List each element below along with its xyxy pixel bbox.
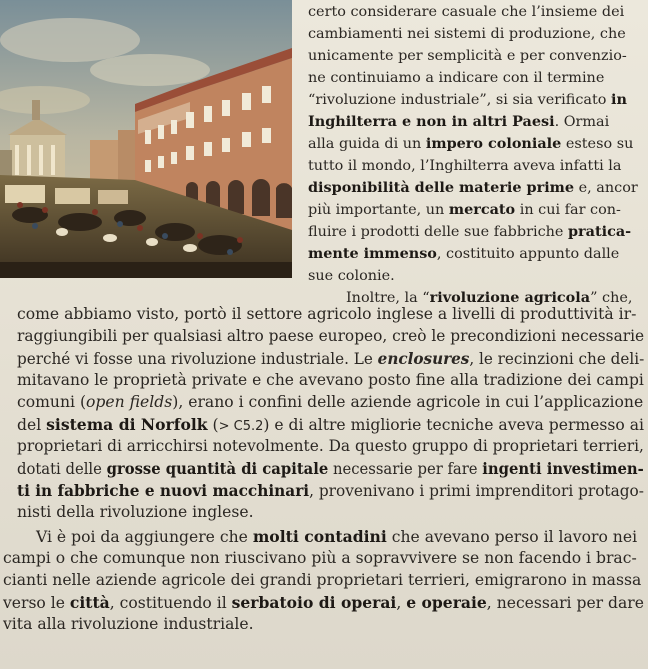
bold-term: ti in fabbriche e nuovi macchinari	[17, 481, 310, 500]
emphasis-term: enclosures	[377, 349, 470, 368]
text-line	[308, 5, 624, 19]
text-line	[17, 461, 644, 478]
text-line	[308, 93, 627, 107]
text-run: necessarie per fare	[328, 460, 483, 478]
text-run: ” che,	[590, 290, 633, 306]
text-line	[3, 595, 644, 612]
bold-term: e operaie	[406, 593, 487, 612]
text-run: ) e di altre migliorie tecniche aveva permesso ai	[263, 416, 644, 434]
text-run: e, ancor	[574, 180, 638, 196]
text-run: certo considerare casuale che l’insieme dei	[308, 4, 625, 20]
text-run: perché vi fosse una rivoluzione industriale. Le	[17, 350, 378, 368]
text-run: più importante, un	[308, 202, 449, 218]
text-line	[17, 329, 644, 345]
text-run: in cui far con-	[515, 202, 621, 218]
bold-term: mercato	[448, 201, 516, 218]
text-run: , le recinzioni che deli-	[469, 350, 645, 368]
text-line	[3, 573, 641, 589]
text-run: che avevano perso il lavoro nei	[386, 528, 638, 546]
text-run: dotati delle	[17, 460, 107, 478]
text-line	[308, 27, 626, 41]
italic-term: open fields	[86, 393, 173, 411]
text-run: tutto il mondo, l’Inghilterra aveva infatti la	[308, 158, 622, 174]
text-line	[308, 225, 631, 239]
text-run: fluire i prodotti delle sue fabbriche	[308, 224, 568, 240]
market-square-painting	[0, 0, 292, 278]
text-line	[308, 71, 604, 85]
text-line	[308, 203, 621, 217]
text-run: , costituendo il	[109, 594, 232, 612]
text-run: nisti della rivoluzione inglese.	[17, 503, 254, 521]
text-line	[308, 49, 627, 63]
text-run: unicamente per semplicità e per convenzio-	[308, 48, 627, 64]
text-run: alla guida di un	[308, 136, 426, 152]
text-run: , costituito appunto dalle	[436, 246, 620, 262]
text-run: proprietari di arricchirsi notevolmente. Da questo gruppo di proprietari terrieri,	[17, 437, 644, 455]
text-run: , necessari per dare	[486, 594, 644, 612]
bold-term: mente immenso	[308, 245, 437, 262]
text-line	[17, 505, 254, 521]
text-line	[36, 529, 637, 546]
text-run: raggiungibili per qualsiasi altro paese europeo, creò le precondizioni necessarie	[17, 327, 645, 345]
text-line	[308, 269, 395, 283]
text-run: “rivoluzione industriale”, si sia verificato	[308, 92, 612, 108]
text-line	[17, 351, 644, 368]
text-run: cambiamenti nei sistemi di produzione, che	[308, 26, 626, 42]
bold-term: in	[611, 91, 627, 108]
text-line	[308, 137, 633, 151]
text-run: esteso su	[561, 136, 634, 152]
text-run: Vi è poi da aggiungere che	[36, 528, 253, 546]
text-run: (	[207, 416, 219, 434]
text-run: come abbiamo visto, portò il settore agricolo inglese a livelli di produttività ir-	[17, 305, 637, 323]
text-run: ,	[396, 594, 407, 612]
text-line	[17, 483, 644, 500]
bold-term: pratica-	[568, 223, 632, 240]
bold-term: ingenti investimen-	[482, 459, 644, 478]
text-run: Inoltre, la “	[346, 290, 430, 306]
text-line	[17, 395, 643, 411]
text-line	[17, 307, 636, 323]
bold-term: serbatoio di operai	[231, 593, 397, 612]
cross-reference: > C5.2	[218, 419, 264, 434]
bold-term: impero coloniale	[425, 135, 562, 152]
text-run: . Ormai	[554, 114, 610, 130]
text-run: mitavano le proprietà private e che avevano posto fine alla tradizione dei campi	[17, 371, 644, 389]
text-line	[3, 617, 254, 633]
text-run: sue colonie.	[308, 268, 395, 284]
text-line	[308, 181, 638, 195]
bold-term: molti contadini	[252, 527, 387, 546]
text-line	[17, 417, 644, 434]
text-line	[3, 551, 637, 567]
text-line	[346, 291, 632, 305]
text-line	[17, 439, 644, 455]
bold-term: grosse quantità di capitale	[106, 459, 329, 478]
bold-term: rivoluzione agricola	[429, 289, 591, 306]
text-run: cianti nelle aziende agricole dei grandi proprietari terrieri, emigrarono in massa	[3, 571, 642, 589]
text-run: , provenivano i primi imprenditori protago-	[309, 482, 644, 500]
text-run: del	[17, 416, 47, 434]
bold-term: sistema di Norfolk	[46, 415, 208, 434]
text-run: campi o che comunque non riuscivano più a sopravvivere se non facendo i brac-	[3, 549, 637, 567]
bold-term: disponibilità delle materie prime	[308, 179, 575, 196]
text-run: verso le	[3, 594, 70, 612]
text-line	[308, 247, 619, 261]
bold-term: città	[69, 593, 110, 612]
bold-term: Inghilterra e non in altri Paesi	[308, 113, 555, 130]
text-run: ne continuiamo a indicare con il termine	[308, 70, 605, 86]
text-run: ), erano i confini delle aziende agricole in cui l’applicazione	[172, 393, 644, 411]
text-run: vita alla rivoluzione industriale.	[3, 615, 254, 633]
text-line	[17, 373, 644, 389]
text-line	[308, 115, 609, 129]
text-line	[308, 159, 621, 173]
text-run: comuni (	[17, 393, 87, 411]
